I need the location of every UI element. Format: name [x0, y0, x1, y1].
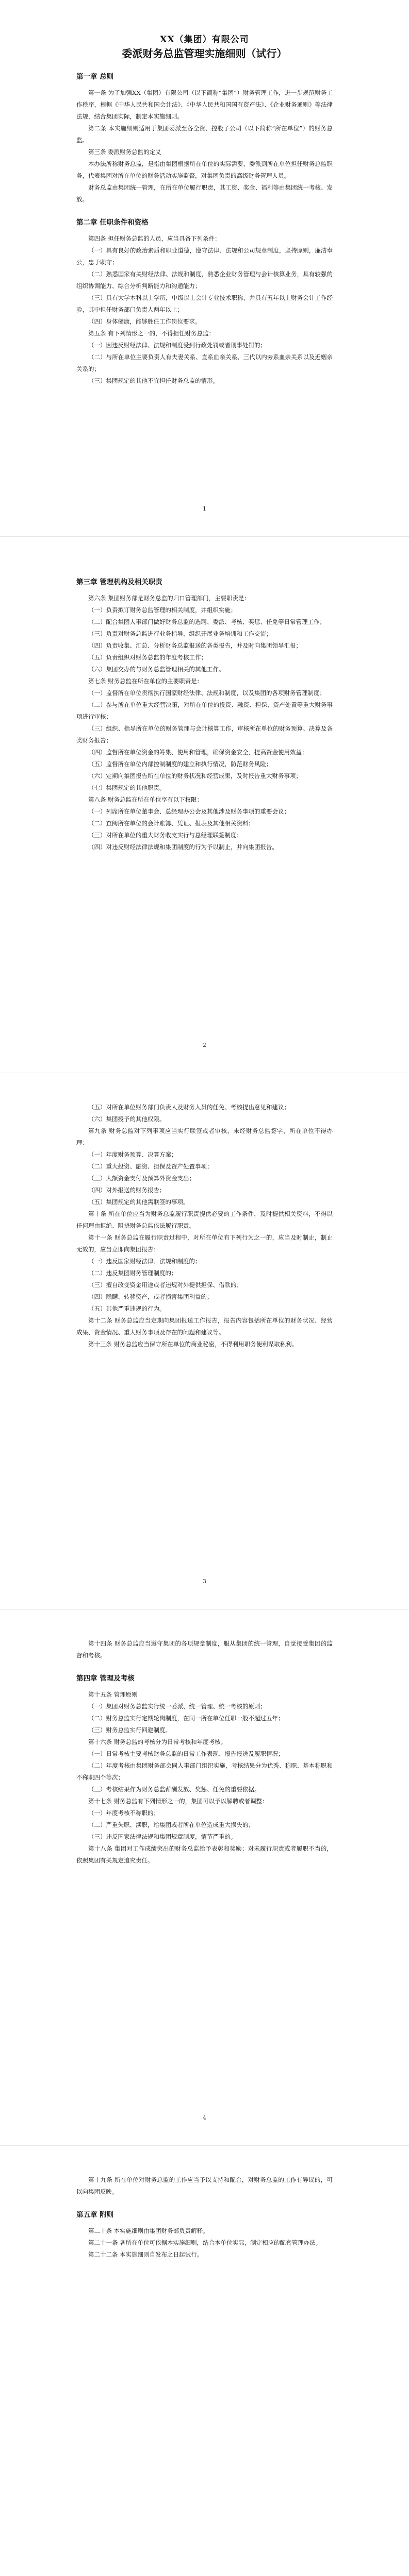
- article-paragraph: 第十六条 财务总监的考核分为日常考核和年度考核。: [88, 1738, 227, 1745]
- article-paragraph: （一）年度考核不称职的；: [88, 1809, 159, 1817]
- article-paragraph: （四）对外报送的财务报告；: [88, 1187, 166, 1194]
- article-paragraph: （二）配合集团人事部门做好财务总监的选聘、委派、考核、奖惩、任免等日常管理工作；: [88, 618, 325, 625]
- article-paragraph: 第十九条 所在单位对财务总监的工作应当予以支持和配合，对财务总监的工作有异议的，可以向集团反映。: [76, 2176, 333, 2195]
- article-paragraph: （二）年度考核由集团财务部会同人事部门组织实施，考核结果分为优秀、称职、基本称职和不称职四个等次；: [76, 1762, 333, 1781]
- article-paragraph: （一）具有良好的政治素质和职业道德，遵守法律、法规和公司规章制度，坚持原则，廉洁奉公，忠于职守；: [76, 247, 333, 266]
- document-page: [0, 2145, 409, 2576]
- article-paragraph: （四）身体健康，能够胜任工作岗位要求。: [88, 318, 201, 325]
- article-paragraph: 第十七条 财务总监有下列情形之一的，集团可以予以解聘或者调整：: [88, 1798, 268, 1805]
- article-paragraph: （一）年度财务预算、决算方案；: [88, 1151, 177, 1158]
- article-paragraph: 第十条 所在单位应当为财务总监履行职责提供必要的工作条件，及时提供相关资料，不得以任何理由拒绝、阻挠财务总监依法履行职责。: [76, 1210, 333, 1229]
- article-paragraph: 第十三条 财务总监应当保守所在单位的商业秘密，不得利用职务便利谋取私利。: [88, 1341, 298, 1348]
- article-paragraph: （三）考核结果作为财务总监薪酬发放、奖惩、任免的重要依据。: [88, 1786, 260, 1793]
- article-paragraph: 第三条 委派财务总监的定义: [88, 148, 161, 156]
- article-paragraph: 第八条 财务总监在所在单位享有以下权限：: [88, 796, 203, 803]
- document-page: [0, 1609, 409, 2187]
- page-number: 2: [203, 1042, 206, 1048]
- document-page: [0, 536, 409, 1114]
- document-title: 委派财务总监管理实施细则（试行）: [122, 47, 287, 60]
- article-paragraph: （六）定期向集团报告所在单位的财务状况和经营成果，及时报告重大财务事项；: [88, 772, 302, 779]
- article-paragraph: 第十四条 财务总监应当遵守集团的各项规章制度，服从集团的统一管理，自觉接受集团的监督和考核。: [76, 1640, 333, 1659]
- article-paragraph: （七）集团规定的其他职责。: [88, 784, 166, 791]
- article-paragraph: （二）与所在单位主要负责人有夫妻关系、直系血亲关系、三代以内旁系血亲关系以及近姻亲关系的；: [76, 353, 333, 372]
- article-paragraph: 第十八条 集团对工作成绩突出的财务总监给予表彰和奖励；对未履行职责或者履职不当的，依照集团有关规定追究责任。: [76, 1845, 333, 1864]
- page-number: 4: [203, 2114, 206, 2121]
- article-paragraph: （三）负责对财务总监进行业务指导，组织开展业务培训和工作交流；: [88, 630, 272, 637]
- article-paragraph: （四）负责收集、汇总、分析财务总监报送的各类报告，并及时向集团领导汇报；: [88, 642, 302, 649]
- page-content: [76, 2174, 333, 2261]
- article-paragraph: （二）熟悉国家有关财经法律、法规和制度，熟悉企业财务管理与会计核算业务，具有较强的组织协调能力、综合分析判断能力和沟通能力；: [76, 270, 333, 290]
- article-paragraph: （一）列席所在单位董事会、总经理办公会及其他涉及财务事项的重要会议；: [88, 808, 290, 815]
- chapter-heading: 第五章 附则: [76, 2211, 114, 2219]
- article-paragraph: 第十二条 财务总监应当定期向集团报送工作报告，报告内容包括所在单位的财务状况、经营成果、资金情况、重大财务事项及存在的问题和建议等。: [76, 1317, 333, 1336]
- article-paragraph: （一）违反国家财经法律、法规和制度的；: [88, 1258, 201, 1265]
- page-content: [76, 565, 333, 853]
- article-paragraph: （二）参与所在单位重大经营决策，对所在单位的投资、融资、担保、资产处置等重大财务事项进行审核；: [76, 701, 333, 720]
- article-paragraph: 本办法所称财务总监，是指由集团根据所在单位的实际需要，委派到所在单位担任财务总监职务，代表集团对所在单位的财务活动实施监督，对集团负责的高级财务管理人员。: [76, 160, 333, 179]
- article-paragraph: 第七条 财务总监在所在单位的主要职责是：: [88, 677, 203, 685]
- page-separator: [0, 2145, 409, 2146]
- article-paragraph: （二）查阅所在单位的会计账簿、凭证、报表及其他相关资料；: [88, 820, 254, 827]
- article-paragraph: （二）财务总监实行定期轮岗制度，在同一所在单位任职一般不超过五年；: [88, 1715, 284, 1722]
- article-paragraph: （六）集团授予的其他权限。: [88, 1115, 166, 1123]
- page-number: 3: [203, 1578, 206, 1585]
- page-content: [76, 1101, 333, 1350]
- article-paragraph: （二）严重失职、渎职，给集团或者所在单位造成重大损失的；: [88, 1821, 254, 1828]
- page-number: 1: [203, 505, 206, 512]
- article-paragraph: （三）大额资金支付及预算外资金支出；: [88, 1175, 195, 1182]
- article-paragraph: （三）具有大学本科以上学历，中级以上会计专业技术职称，并具有五年以上财务会计工作经验，其中担任财务部门负责人两年以上；: [76, 294, 333, 313]
- article-paragraph: （三）擅自改变资金用途或者违规对外提供担保、借款的；: [88, 1281, 242, 1289]
- article-paragraph: （一）日常考核主要考核财务总监的日常工作表现、报告报送及履职情况；: [88, 1750, 284, 1757]
- article-paragraph: 第九条 财务总监对下列事项应当实行联签或者审核，未经财务总监签字，所在单位不得办理：: [76, 1127, 333, 1146]
- page-content: [76, 29, 333, 387]
- article-paragraph: （一）负责拟订财务总监管理的相关制度，并组织实施；: [88, 606, 237, 614]
- article-paragraph: （四）监督所在单位资金的筹集、使用和管理，确保资金安全，提高资金使用效益；: [88, 749, 308, 756]
- page-separator: [0, 536, 409, 537]
- article-paragraph: （一）集团对财务总监实行统一委派、统一管理、统一考核的原则；: [88, 1703, 266, 1710]
- article-paragraph: 第二十一条 各所在单位可依据本实施细则，结合本单位实际，制定相应的配套管理办法。: [88, 2239, 322, 2246]
- article-paragraph: 第十一条 财务总监在履行职责过程中，对所在单位有下列行为之一的，应当及时制止，制止无效的，应当立即向集团报告：: [76, 1234, 333, 1253]
- article-paragraph: 第二十二条 本实施细则自发布之日起试行。: [88, 2251, 203, 2258]
- article-paragraph: （五）对所在单位财务部门负责人及财务人员的任免、考核提出意见和建议；: [88, 1104, 290, 1111]
- article-paragraph: 财务总监由集团统一管理，在所在单位履行职责，其工资、奖金、福利等由集团统一考核、发放。: [76, 184, 333, 203]
- article-paragraph: （四）隐瞒、转移资产，或者损害集团利益的；: [88, 1293, 213, 1300]
- chapter-heading: 第三章 管理机构及相关职责: [76, 578, 162, 586]
- article-paragraph: （五）集团规定的其他需联签的事项。: [88, 1198, 189, 1206]
- chapter-heading: 第二章 任职条件和资格: [76, 218, 149, 227]
- page-content: [76, 1638, 333, 1867]
- article-paragraph: （六）集团交办的与财务总监管理相关的其他工作。: [88, 666, 225, 673]
- article-paragraph: （二）重大投资、融资、担保及资产处置事项；: [88, 1163, 213, 1170]
- article-paragraph: 第一条 为了加强XX（集团）有限公司（以下简称“集团”）财务管理工作，进一步规范财务工作秩序，根据《中华人民共和国会计法》、《中华人民共和国国有资产法》、《企业财务通则》等法律法规，结合集团实际，制定本实施细则。: [76, 89, 333, 120]
- article-paragraph: 第二十条 本实施细则由集团财务部负责解释。: [88, 2227, 209, 2234]
- article-paragraph: 第四条 担任财务总监的人员，应当具备下列条件：: [88, 235, 221, 242]
- article-paragraph: 第二条 本实施细则适用于集团委派至各全资、控股子公司（以下简称“所在单位”）的财务总监。: [76, 125, 333, 144]
- article-paragraph: （五）监督所在单位内部控制制度的建立和执行情况，防范财务风险；: [88, 760, 272, 768]
- article-paragraph: （五）其他严重违规的行为。: [88, 1305, 166, 1312]
- article-paragraph: 第五条 有下列情形之一的，不得担任财务总监：: [88, 330, 215, 337]
- chapter-heading: 第四章 管理及考核: [76, 1674, 135, 1683]
- article-paragraph: （三）集团规定的其他不宜担任财务总监的情形。: [88, 377, 219, 384]
- article-paragraph: （五）负责组织对财务总监的年度考核工作；: [88, 654, 207, 661]
- article-paragraph: 第十五条 管理原则: [88, 1691, 138, 1698]
- chapter-heading: 第一章 总则: [76, 73, 114, 81]
- article-paragraph: 第六条 集团财务部是财务总监的归口管理部门，主要职责是：: [88, 595, 251, 602]
- article-paragraph: （一）监督所在单位贯彻执行国家财经法律、法规和制度，以及集团的各项财务管理制度；: [88, 689, 325, 697]
- article-paragraph: （三）违反国家法律法规和集团规章制度，情节严重的。: [88, 1833, 237, 1840]
- article-paragraph: （四）对违反财经法律法规和集团制度的行为予以制止，并向集团报告。: [88, 843, 278, 851]
- article-paragraph: （三）财务总监实行回避制度。: [88, 1726, 171, 1734]
- article-paragraph: （三）组织、指导所在单位的财务管理与会计核算工作，审核所在单位的财务预算、决算及各类财务报告；: [76, 725, 333, 744]
- company-name: XX（集团）有限公司: [160, 35, 249, 45]
- article-paragraph: （一）因违反财经法律、法规和制度受到行政处罚或者刑事处罚的；: [88, 342, 266, 349]
- article-paragraph: （二）违反集团财务管理制度的；: [88, 1269, 177, 1277]
- document-page: [0, 1073, 409, 1651]
- document-page: [0, 0, 409, 578]
- article-paragraph: （三）对所在单位的重大财务收支实行与总经理联签制度；: [88, 832, 242, 839]
